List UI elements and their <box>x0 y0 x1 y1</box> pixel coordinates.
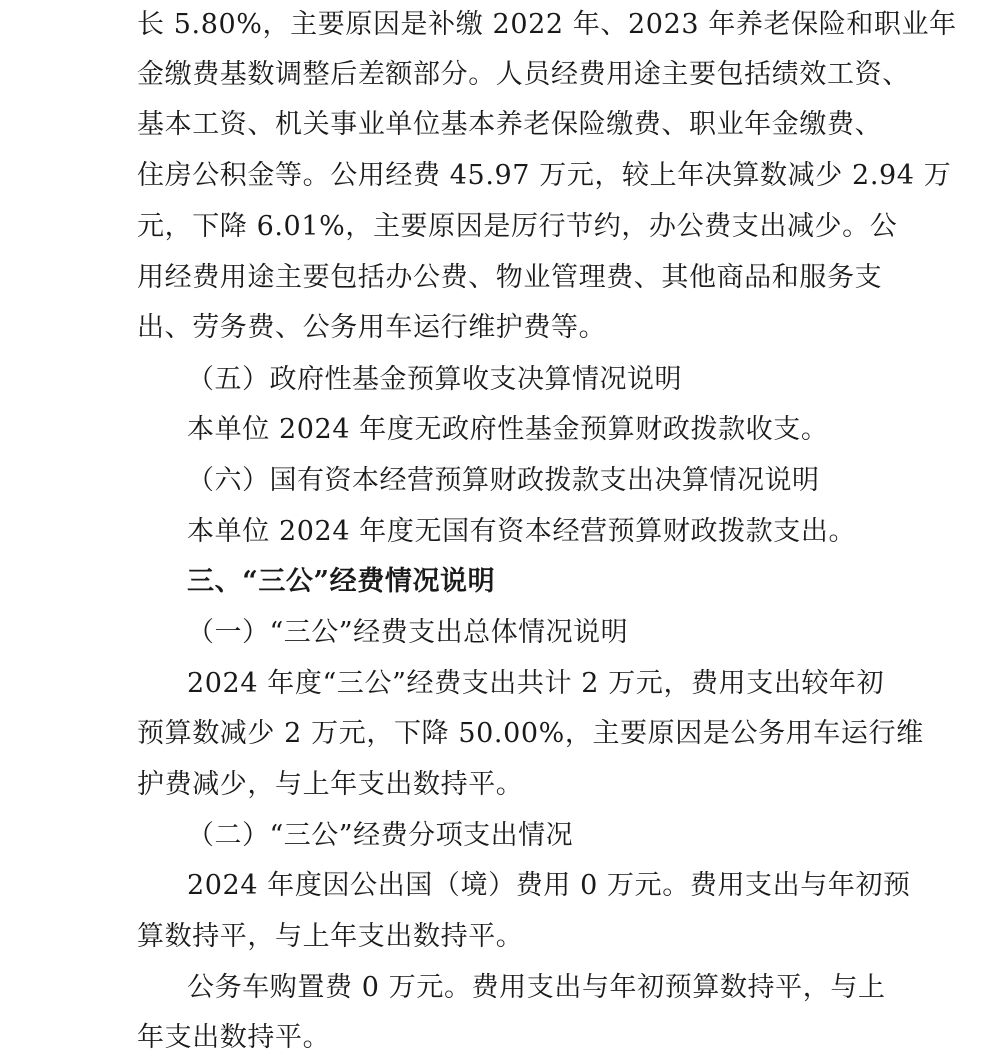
subheading-state-capital: （六）国有资本经营预算财政拨款支出决算情况说明 <box>187 465 820 496</box>
paragraph-line: 住房公积金等。公用经费 45.97 万元，较上年决算数减少 2.94 万 <box>137 160 952 191</box>
paragraph-line: 本单位 2024 年度无政府性基金预算财政拨款收支。 <box>187 414 829 445</box>
paragraph-line: 用经费用途主要包括办公费、物业管理费、其他商品和服务支 <box>137 262 883 293</box>
paragraph-line: 算数持平，与上年支出数持平。 <box>137 921 524 952</box>
paragraph-line: 2024 年度“三公”经费支出共计 2 万元，费用支出较年初 <box>187 668 885 699</box>
paragraph-line: 预算数减少 2 万元，下降 50.00%，主要原因是公务用车运行维 <box>137 718 924 749</box>
section-heading-three-public: 三、“三公”经费情况说明 <box>187 566 496 597</box>
paragraph-line: 金缴费基数调整后差额部分。人员经费用途主要包括绩效工资、 <box>137 59 910 90</box>
paragraph-line: 元，下降 6.01%，主要原因是厉行节约，办公费支出减少。公 <box>137 211 898 242</box>
paragraph-line: 2024 年度因公出国（境）费用 0 万元。费用支出与年初预 <box>187 870 911 901</box>
paragraph-line: 公务车购置费 0 万元。费用支出与年初预算数持平，与上 <box>187 972 886 1003</box>
subheading-overall: （一）“三公”经费支出总体情况说明 <box>187 617 629 648</box>
paragraph-line: 护费减少，与上年支出数持平。 <box>137 769 524 800</box>
paragraph-line: 本单位 2024 年度无国有资本经营预算财政拨款支出。 <box>187 516 857 547</box>
paragraph-line: 基本工资、机关事业单位基本养老保险缴费、职业年金缴费、 <box>137 109 883 140</box>
subheading-government-fund: （五）政府性基金预算收支决算情况说明 <box>187 364 682 395</box>
paragraph-line: 年支出数持平。 <box>137 1022 331 1053</box>
paragraph-line: 出、劳务费、公务用车运行维护费等。 <box>137 312 607 343</box>
paragraph-line: 长 5.80%，主要原因是补缴 2022 年、2023 年养老保险和职业年 <box>137 9 957 40</box>
subheading-itemized: （二）“三公”经费分项支出情况 <box>187 820 574 851</box>
